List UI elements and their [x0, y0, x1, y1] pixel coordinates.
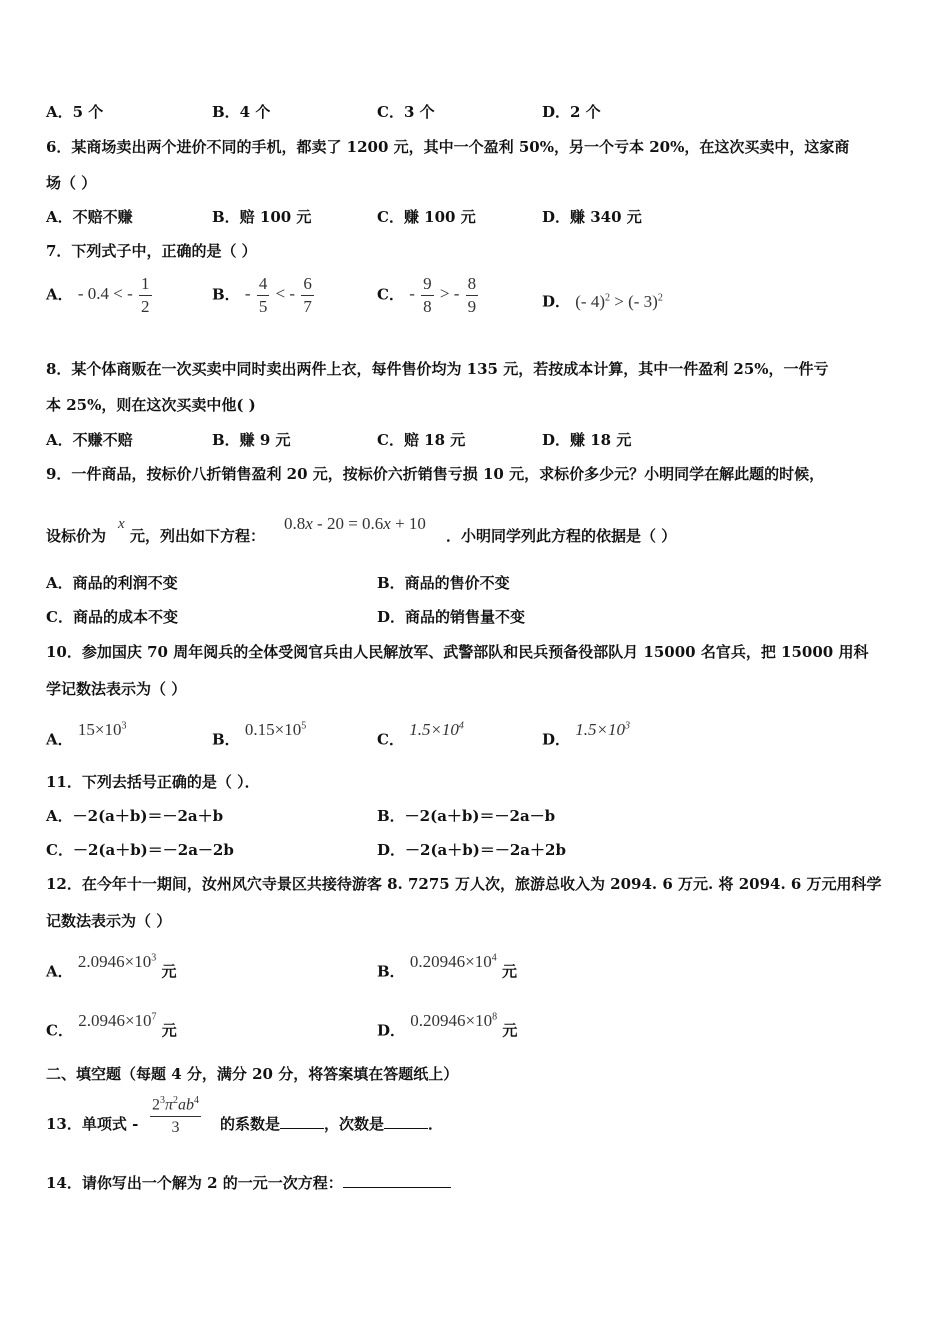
q7-c-den1: 8	[423, 297, 432, 316]
q12-d-unit: 元	[502, 1021, 518, 1040]
q13-blank-coefficient[interactable]	[280, 1114, 324, 1129]
q7-b-num1: 4	[257, 273, 270, 296]
q12-c-unit: 元	[161, 1021, 177, 1040]
q12-option-d	[377, 1007, 517, 1041]
q7-b-expr	[244, 274, 316, 316]
q11-option-b: B．－2(a＋b)＝－2a－b	[377, 807, 556, 825]
q12-stem-line1: 12．在今年十一期间，汝州风穴寺景区共接待游客 8. 7275 万人次，旅游总收入为 2094. 6 万元. 将 2094. 6 万元用科学	[46, 875, 882, 893]
q12-d-label: D．	[377, 1021, 406, 1040]
q10-b-expr	[245, 720, 306, 739]
q7-option-a	[46, 273, 154, 318]
q12-d-exp: 8	[492, 1011, 498, 1022]
q5-option-b: B．4 个	[212, 103, 271, 121]
q6-option-b: B．赔 100 元	[212, 208, 312, 226]
q5-option-c: C．3 个	[377, 103, 435, 121]
q6-option-a: A．不赔不赚	[46, 208, 133, 226]
q9-var-x: x	[118, 516, 125, 532]
q7-d-expr	[575, 292, 663, 311]
q7-c-mid: > -	[439, 284, 460, 304]
q12-a-exp: 3	[151, 952, 157, 963]
q10-a-base: 15×10	[77, 719, 122, 739]
section-heading-fill-in: 二、填空题（每题 4 分，满分 20 分，将答案填在答题纸上）	[46, 1065, 459, 1083]
q7-c-sign: -	[409, 284, 415, 304]
q11-option-d: D．－2(a＋b)＝－2a＋2b	[377, 841, 566, 859]
q10-d-label: D．	[542, 730, 571, 749]
q8-option-c: C．赔 18 元	[377, 431, 466, 449]
q12-option-a	[46, 948, 176, 982]
q7-d-exp2: 2	[657, 292, 663, 303]
q9-eq-c: + 10	[390, 514, 426, 533]
q10-stem-line2: 学记数法表示为（ ）	[46, 680, 187, 698]
q7-option-d	[542, 288, 663, 312]
q7-b-frac1	[257, 273, 270, 318]
q7-a-num: 1	[139, 273, 152, 296]
q12-d-base: 0.20946×10	[410, 1010, 493, 1030]
q10-a-exp: 3	[121, 720, 127, 731]
q14-stem	[46, 1173, 451, 1193]
q13-pre: 13．单项式 -	[46, 1115, 139, 1133]
q12-c-exp: 7	[151, 1011, 157, 1022]
q7-b-den2: 7	[303, 297, 312, 316]
q7-c-frac2	[466, 273, 479, 318]
q7-c-num2: 8	[466, 273, 479, 296]
q10-a-expr	[78, 720, 127, 739]
q12-c-label: C．	[46, 1021, 73, 1040]
q10-b-label: B．	[212, 730, 240, 749]
q12-b-unit: 元	[502, 962, 518, 981]
q9-eq-a: 0.8	[284, 514, 306, 533]
q7-c-frac1	[421, 273, 434, 318]
q12-d-expr	[410, 1011, 497, 1030]
q8-option-a: A．不赚不赔	[46, 431, 133, 449]
q7-b-num2: 6	[301, 273, 314, 296]
q13-num-base: 2	[152, 1096, 160, 1114]
q12-b-expr	[410, 952, 497, 971]
q10-option-c	[377, 716, 464, 750]
q9-eq-x2: x	[383, 514, 391, 533]
q10-option-a	[46, 716, 126, 750]
q6-stem-line1: 6．某商场卖出两个进价不同的手机，都卖了 1200 元，其中一个盈利 50%，另一个亏本 20%，在这次买卖中，这家商	[46, 138, 850, 156]
q10-a-label: A．	[46, 730, 73, 749]
q7-b-label: B．	[212, 285, 240, 304]
q8-stem-line1: 8．某个体商贩在一次买卖中同时卖出两件上衣，每件售价均为 135 元，若按成本计算，其中一件盈利 25%，一件亏	[46, 360, 829, 378]
q7-stem: 7．下列式子中，正确的是（ ）	[46, 242, 257, 260]
q12-b-base: 0.20946×10	[409, 951, 492, 971]
q7-c-expr	[409, 274, 480, 316]
q7-b-mid: < -	[275, 284, 296, 304]
q12-c-base: 2.0946×10	[78, 1010, 152, 1030]
q6-option-d: D．赚 340 元	[542, 208, 642, 226]
q9-option-b: B．商品的售价不变	[377, 574, 510, 592]
q8-stem-line2: 本 25%，则在这次买卖中他( )	[46, 396, 256, 414]
q10-b-base: 0.15×10	[244, 719, 302, 739]
q13-blank-degree[interactable]	[384, 1114, 428, 1129]
q7-d-mid: > (- 3)	[609, 291, 658, 311]
q5-option-d: D．2 个	[542, 103, 601, 121]
q7-c-num1: 9	[421, 273, 434, 296]
q14-blank-equation[interactable]	[343, 1173, 451, 1188]
q10-c-expr	[409, 720, 464, 739]
q9-line2-mid: 元，列出如下方程：	[130, 527, 266, 545]
q13-num-exp1: 3	[160, 1095, 165, 1106]
q7-a-label: A．	[46, 285, 73, 304]
q10-c-base: 1.5×10	[409, 719, 459, 739]
q9-eq-b: - 20 = 0.6	[312, 514, 384, 533]
q9-stem-line1: 9．一件商品，按标价八折销售盈利 20 元，按标价六折销售亏损 10 元，求标价多少元？小明同学在解此题的时候，	[46, 465, 825, 483]
q7-d-left: (- 4)	[575, 291, 605, 311]
q7-a-left: - 0.4 < -	[77, 284, 133, 304]
q7-c-label: C．	[377, 285, 404, 304]
q7-a-frac	[139, 273, 152, 318]
q9-option-c: C．商品的成本不变	[46, 608, 178, 626]
q9-eq-x1: x	[305, 514, 313, 533]
q11-option-a: A．－2(a＋b)＝－2a＋b	[46, 807, 224, 825]
q8-option-d: D．赚 18 元	[542, 431, 632, 449]
q13-tail	[220, 1114, 443, 1134]
q6-stem-line2: 场（ ）	[46, 174, 97, 192]
q9-line2-post: ．小明同学列此方程的依据是（ ）	[446, 527, 677, 545]
q12-option-c	[46, 1007, 177, 1041]
q10-d-base: 1.5×10	[575, 719, 625, 739]
q12-a-expr	[78, 952, 156, 971]
q10-option-d	[542, 716, 630, 750]
q9-equation	[284, 514, 426, 534]
q10-option-b	[212, 716, 306, 750]
q12-b-exp: 4	[491, 952, 497, 963]
q10-b-exp: 5	[301, 720, 307, 731]
q13-num-ab: ab	[178, 1096, 195, 1114]
q9-line2-pre: 设标价为	[46, 527, 107, 545]
q5-option-a: A．5 个	[46, 103, 104, 121]
q7-d-label: D．	[542, 292, 571, 311]
q13-num-exp3: 4	[194, 1095, 200, 1106]
q10-d-exp: 3	[624, 720, 630, 731]
q13-end: ．	[428, 1115, 444, 1133]
q12-c-expr	[78, 1011, 156, 1030]
q10-d-expr	[575, 720, 630, 739]
q12-a-base: 2.0946×10	[77, 951, 152, 971]
q10-stem-line1: 10．参加国庆 70 周年阅兵的全体受阅官兵由人民解放军、武警部队和民兵预备役部队月 15000 名官兵，把 15000 用科	[46, 643, 869, 661]
q14-text: 14．请你写出一个解为 2 的一元一次方程：	[46, 1174, 343, 1192]
q13-denominator: 3	[171, 1119, 180, 1137]
q12-a-unit: 元	[161, 962, 177, 981]
q7-b-sign: -	[244, 284, 251, 304]
q6-option-c: C．赚 100 元	[377, 208, 476, 226]
q8-option-b: B．赚 9 元	[212, 431, 291, 449]
q13-numerator	[150, 1090, 201, 1117]
q7-d-exp1: 2	[604, 292, 610, 303]
q9-option-a: A．商品的利润不变	[46, 574, 178, 592]
q13-fraction	[150, 1090, 201, 1139]
q12-a-label: A．	[46, 962, 73, 981]
q10-c-label: C．	[377, 730, 404, 749]
q13-num-pi: π	[165, 1096, 174, 1114]
q11-option-c: C．－2(a＋b)＝－2a－2b	[46, 841, 234, 859]
q12-b-label: B．	[377, 962, 405, 981]
q7-b-den1: 5	[258, 297, 268, 316]
q13-num-exp2: 2	[173, 1095, 179, 1106]
q7-a-expr	[77, 274, 154, 316]
q7-option-b	[212, 273, 316, 318]
q11-stem: 11．下列去括号正确的是（ ）．	[46, 773, 260, 791]
q12-option-b	[377, 948, 517, 982]
q7-c-den2: 9	[467, 297, 477, 316]
q9-option-d: D．商品的销售量不变	[377, 608, 526, 626]
q10-c-exp: 4	[458, 720, 464, 731]
q7-a-den: 2	[141, 297, 150, 316]
q7-option-c	[377, 273, 480, 318]
q12-stem-line2: 记数法表示为（ ）	[46, 912, 172, 930]
q13-mid: ，次数是	[324, 1115, 385, 1133]
q13-post: 的系数是	[220, 1115, 281, 1133]
q7-b-frac2	[301, 273, 314, 318]
